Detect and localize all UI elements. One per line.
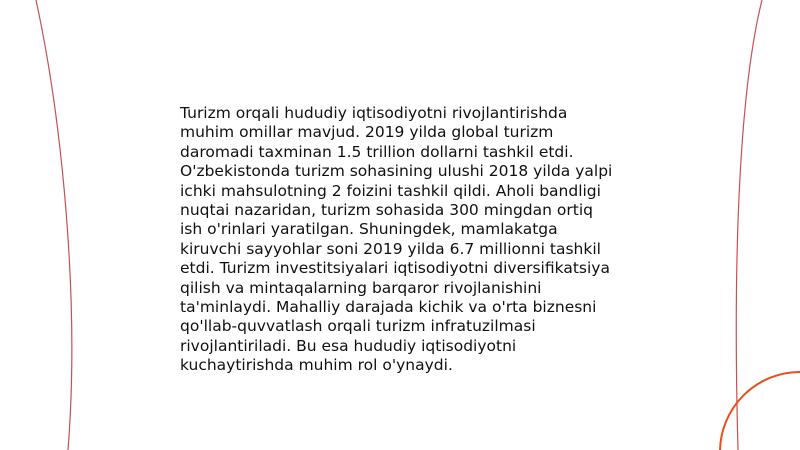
body-paragraph: Turizm orqali hududiy iqtisodiyotni rivojlantirishda muhim omillar mavjud. 2019 yilda global turizm daromadi taxminan 1.5 trillion dollarni tashkil etdi. O'zbekistonda turizm sohasining ulushi 2018 yilda yalpi ichki mahsulotning 2 foizini tashkil qildi. Aholi bandligi nuqtai nazaridan, turizm sohasida 300 mingdan ortiq ish o'rinlari yaratilgan. Shuningdek, mamlakatga kiruvchi sayyohlar soni 2019 yilda 6.7 millionni tashkil etdi. Turizm investitsiyalari iqtisodiyotni diversifikatsiya qilish va mintaqalarning barqaror rivojlanishini ta'minlaydi. Mahalliy darajada kichik va o'rta biznesni qo'llab-quvvatlash orqali turizm infratuzilmasi rivojlantiriladi. Bu esa hududiy iqtisodiyotni kuchaytirishda muhim rol o'ynaydi. bbox=[180, 104, 613, 375]
accent-circle bbox=[720, 372, 800, 450]
left-arc bbox=[36, 0, 72, 450]
right-arc bbox=[736, 0, 762, 450]
